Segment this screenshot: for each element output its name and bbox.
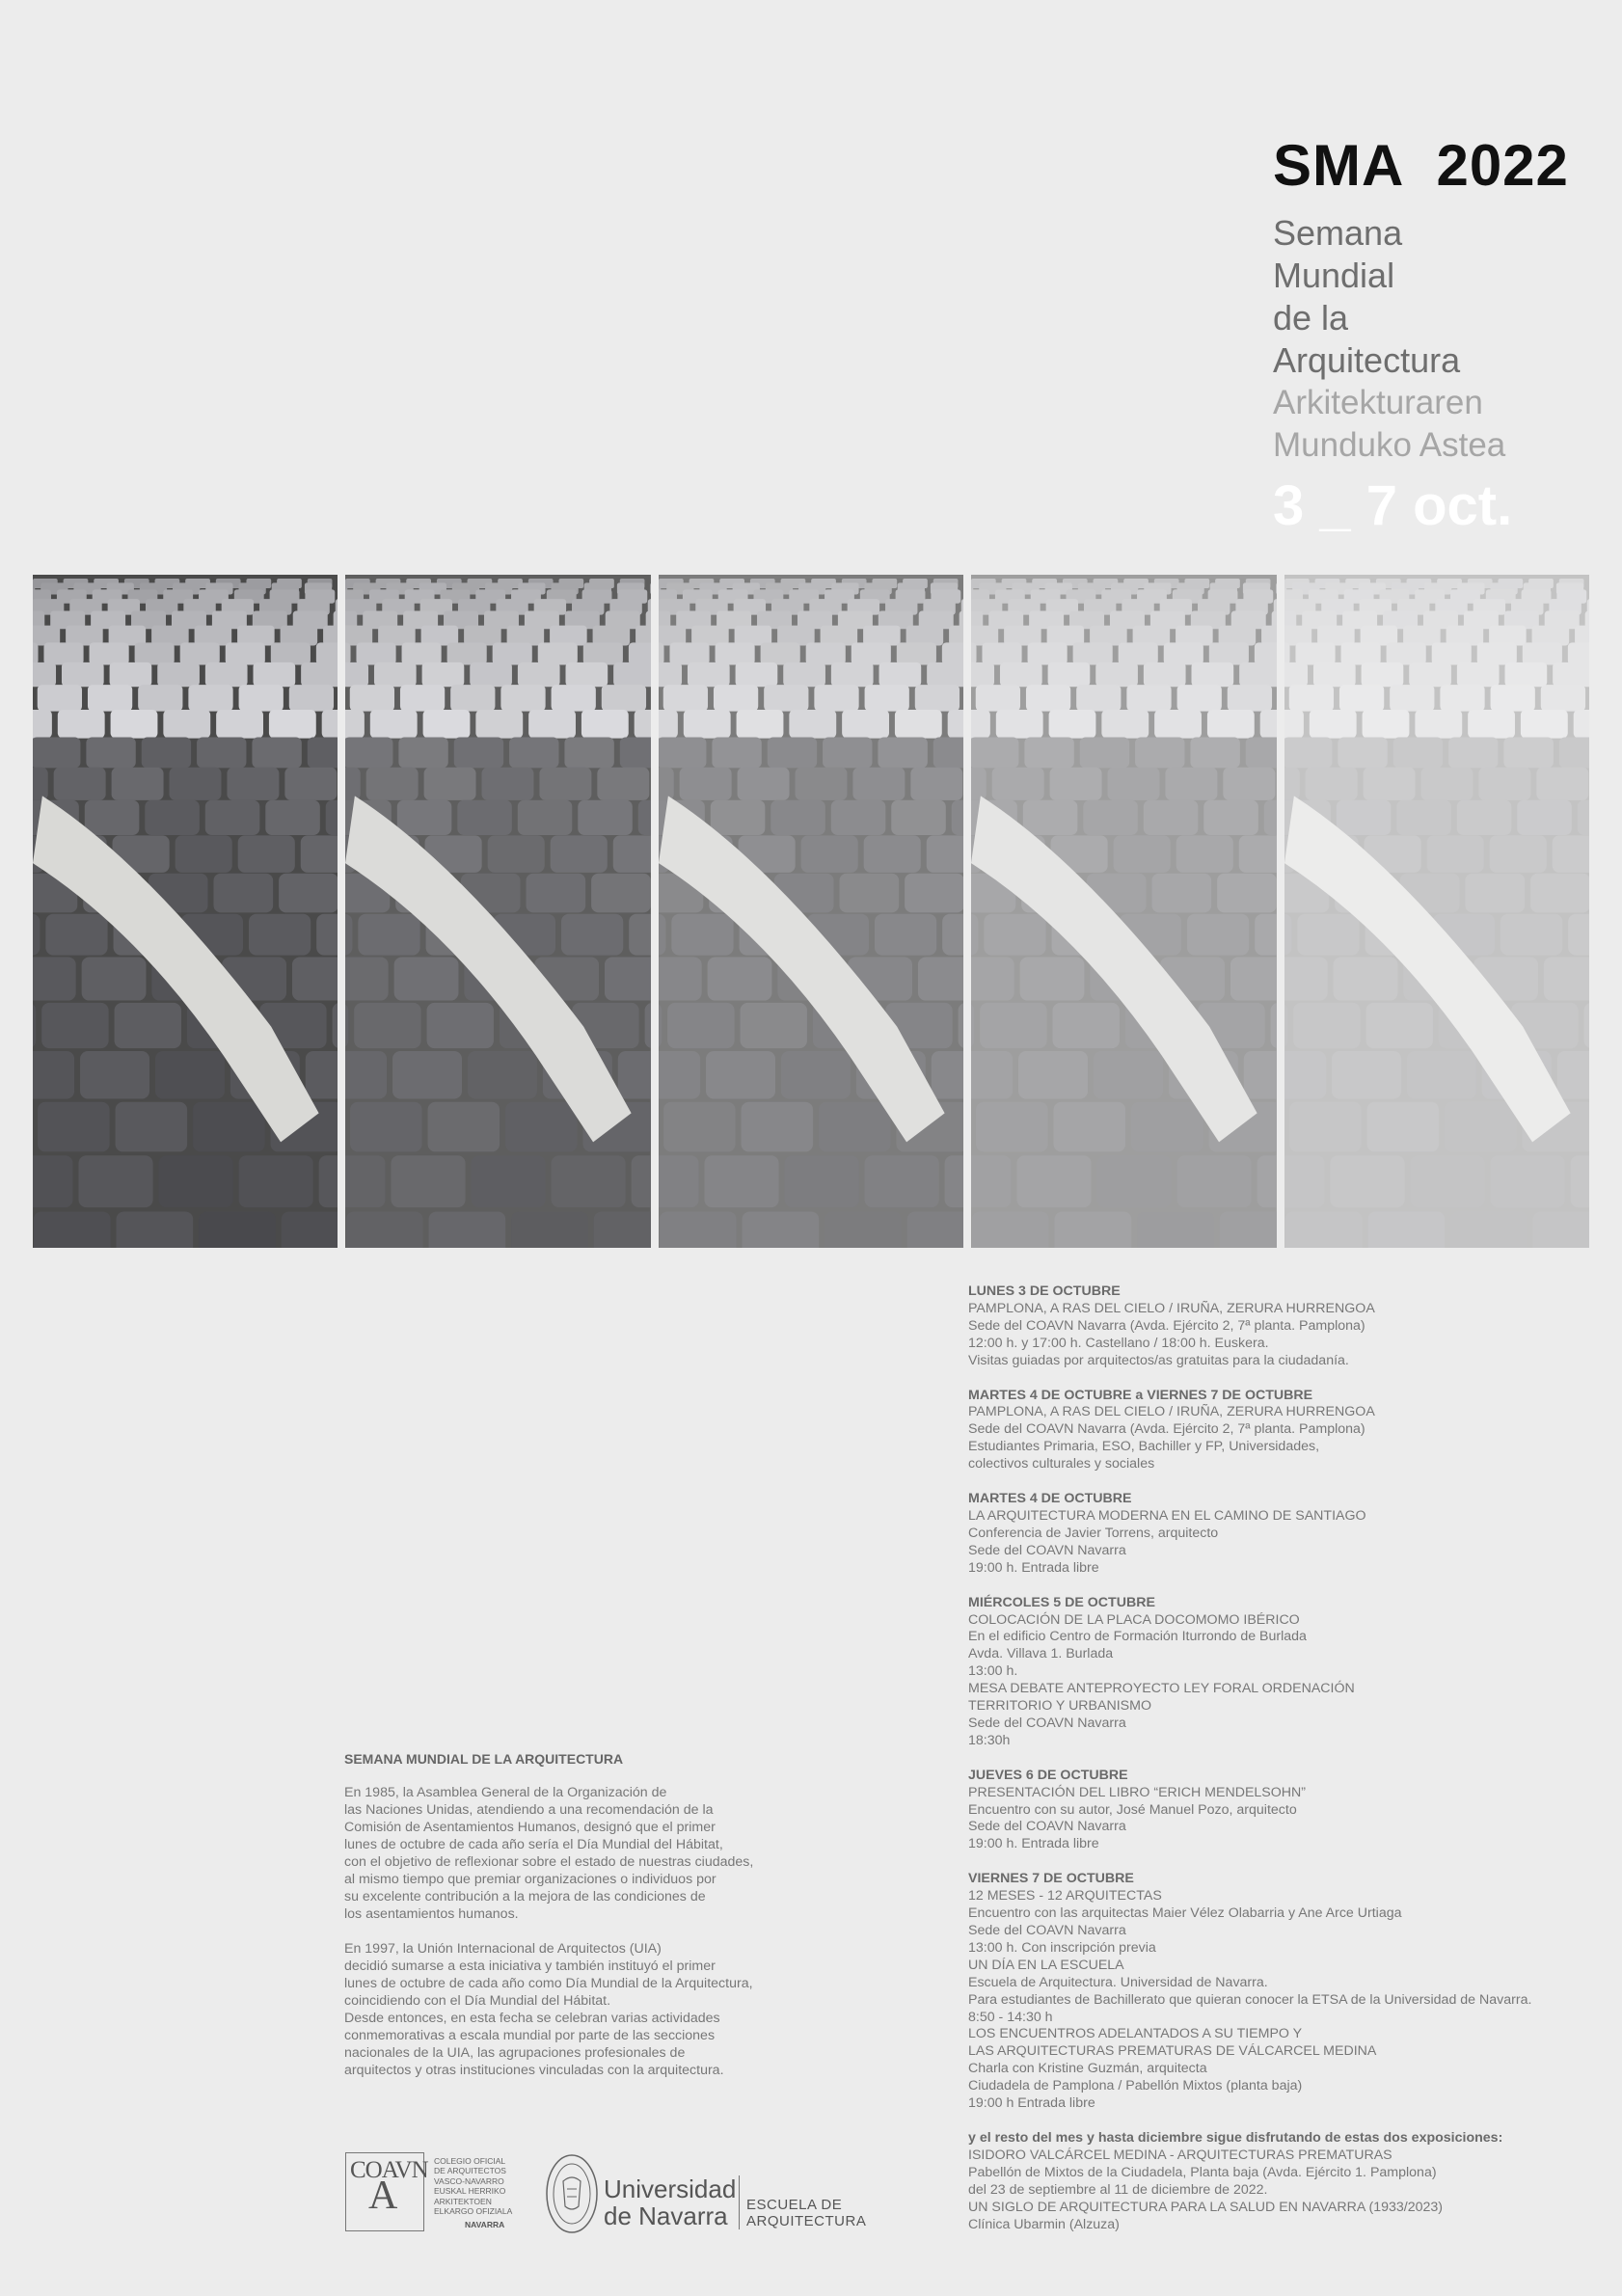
- program-line: Sede del COAVN Navarra: [968, 1542, 1126, 1558]
- program-day-heading: JUEVES 6 DE OCTUBRE: [968, 1767, 1128, 1783]
- program-line: COLOCACIÓN DE LA PLACA DOCOMOMO IBÉRICO: [968, 1611, 1300, 1628]
- photo-panel-fade: [345, 575, 650, 1248]
- photo-panel-fade: [971, 575, 1276, 1248]
- photo-panel: [1284, 575, 1589, 1248]
- photo-strip: [33, 575, 1589, 1248]
- program-line: 12 MESES - 12 ARQUITECTAS: [968, 1888, 1162, 1904]
- event-name-spanish-line: Mundial: [1273, 256, 1395, 295]
- program-line: 19:00 h. Entrada libre: [968, 1559, 1099, 1576]
- program-line: Charla con Kristine Guzmán, arquitecta: [968, 2061, 1207, 2077]
- program-line: Avda. Villava 1. Burlada: [968, 1646, 1114, 1662]
- photo-panel: [659, 575, 963, 1248]
- program-line: 19:00 h Entrada libre: [968, 2095, 1095, 2112]
- program-line: Encuentro con su autor, José Manuel Pozo, arquitecto: [968, 1801, 1297, 1818]
- event-dates: 3 _ 7 oct.: [1273, 474, 1513, 537]
- exhibition-line: Clínica Ubarmin (Alzuza): [968, 2216, 1120, 2232]
- program-line: 12:00 h. y 17:00 h. Castellano / 18:00 h. Euskera.: [968, 1335, 1269, 1351]
- photo-panel: [971, 575, 1276, 1248]
- school-name: ESCUELA DE ARQUITECTURA: [746, 2197, 867, 2229]
- photo-panel: [33, 575, 338, 1248]
- coavn-logo: [345, 2152, 428, 2231]
- photo-panel-fade: [659, 575, 963, 1248]
- program-line: Para estudiantes de Bachillerato que quieran conocer la ETSA de la Universidad de Navarra.: [968, 1991, 1532, 2008]
- program-day-heading: MARTES 4 DE OCTUBRE a VIERNES 7 DE OCTUBRE: [968, 1387, 1313, 1403]
- program-line: Sede del COAVN Navarra: [968, 1923, 1126, 1938]
- university-name: Universidad de Navarra: [604, 2174, 737, 2230]
- event-name-basque: [1273, 382, 1601, 467]
- program-line: TERRITORIO Y URBANISMO: [968, 1698, 1151, 1715]
- program-day-heading: MIÉRCOLES 5 DE OCTUBRE: [968, 1594, 1155, 1610]
- program-schedule: [968, 1283, 1595, 2233]
- program-line: 13:00 h. Con inscripción previa: [968, 1939, 1156, 1956]
- event-name-basque-line: Arkitekturaren: [1273, 384, 1483, 421]
- program-line: 13:00 h.: [968, 1663, 1018, 1680]
- coavn-delegation: NAVARRA: [465, 2220, 505, 2229]
- program-line: LOS ENCUENTROS ADELANTADOS A SU TIEMPO Y: [968, 2026, 1303, 2042]
- about-paragraph-2: En 1997, la Unión Internacional de Arquitectos (UIA) decidió sumarse a esta iniciativa y también instituyó el primer lunes de octubre de cada año como Día Mundial de la Arquitectura, coincidiendo con el Día Mundial del Hábitat. Desde entonces, en esta fecha se celebran varias actividades conmemorativas a escala mundial por parte de las secciones nacionales de la UIA, las agrupaciones profesionales de arquitectos y otras instituciones vinculadas con la arquitectura.: [344, 1941, 753, 2078]
- program-line: Sede del COAVN Navarra (Avda. Ejército 2, 7ª planta. Pamplona): [968, 1317, 1365, 1334]
- program-line: PAMPLONA, A RAS DEL CIELO / IRUÑA, ZERURA HURRENGOA: [968, 1300, 1375, 1316]
- event-name-spanish-line: de la: [1273, 298, 1349, 338]
- program-line: Encuentro con las arquitectas Maier Vélez Olabarria y Ane Arce Urtiaga: [968, 1905, 1402, 1922]
- program-day-heading: MARTES 4 DE OCTUBRE: [968, 1491, 1132, 1507]
- exhibitions-heading: y el resto del mes y hasta diciembre sigue disfrutando de estas dos exposiciones:: [968, 2129, 1503, 2146]
- program-line: LA ARQUITECTURA MODERNA EN EL CAMINO DE SANTIAGO: [968, 1507, 1366, 1524]
- program-day: [968, 1491, 1595, 1578]
- program-line: PRESENTACIÓN DEL LIBRO “ERICH MENDELSOHN”: [968, 1784, 1307, 1800]
- program-day-heading: VIERNES 7 DE OCTUBRE: [968, 1871, 1134, 1887]
- program-day: [968, 1768, 1595, 1854]
- program-line: Visitas guiadas por arquitectos/as gratuitas para la ciudadanía.: [968, 1352, 1349, 1368]
- exhibitions: [968, 2130, 1595, 2233]
- title-block: [1273, 133, 1601, 537]
- program-line: LAS ARQUITECTURAS PREMATURAS DE VÁLCARCEL MEDINA: [968, 2043, 1377, 2060]
- program-line: Sede del COAVN Navarra (Avda. Ejército 2, 7ª planta. Pamplona): [968, 1421, 1365, 1438]
- event-name-spanish-line: Semana: [1273, 213, 1403, 253]
- program-line: 19:00 h. Entrada libre: [968, 1836, 1099, 1852]
- about-section: [344, 1750, 797, 2096]
- event-title: SMA 2022: [1273, 133, 1569, 198]
- event-name-basque-line: Munduko Astea: [1273, 426, 1506, 464]
- program-line: Sede del COAVN Navarra: [968, 1715, 1126, 1731]
- program-line: colectivos culturales y sociales: [968, 1456, 1155, 1472]
- university-seal-icon: [544, 2152, 600, 2235]
- exhibition-line: del 23 de septiembre al 11 de diciembre de 2022.: [968, 2181, 1268, 2198]
- program-line: Ciudadela de Pamplona / Pabellón Mixtos (planta baja): [968, 2078, 1303, 2094]
- event-name-spanish: [1273, 212, 1601, 382]
- photo-panel-fade: [1284, 575, 1589, 1248]
- photo-panel: [345, 575, 650, 1248]
- coavn-logo-a-glyph: A: [368, 2174, 398, 2218]
- coavn-logo-mark: COAVN: [350, 2157, 428, 2183]
- exhibition-line: Pabellón de Mixtos de la Ciudadela, Planta baja (Avda. Ejército 1. Pamplona): [968, 2164, 1437, 2180]
- program-day: [968, 1388, 1595, 1474]
- program-line: Estudiantes Primaria, ESO, Bachiller y FP, Universidades,: [968, 1439, 1320, 1455]
- program-day: [968, 1871, 1595, 2113]
- program-line: UN DÍA EN LA ESCUELA: [968, 1957, 1124, 1973]
- program-day: [968, 1283, 1595, 1370]
- program-day: [968, 1595, 1595, 1750]
- program-line: 18:30h: [968, 1732, 1011, 1748]
- exhibition-line: ISIDORO VALCÁRCEL MEDINA - ARQUITECTURAS PREMATURAS: [968, 2147, 1392, 2163]
- program-line: MESA DEBATE ANTEPROYECTO LEY FORAL ORDENACIÓN: [968, 1681, 1355, 1697]
- program-line: PAMPLONA, A RAS DEL CIELO / IRUÑA, ZERURA HURRENGOA: [968, 1404, 1375, 1420]
- sponsor-logos: [345, 2152, 866, 2235]
- event-name-spanish-line: Arquitectura: [1273, 340, 1461, 380]
- program-line: Escuela de Arquitectura. Universidad de Navarra.: [968, 1974, 1268, 1990]
- exhibition-line: UN SIGLO DE ARQUITECTURA PARA LA SALUD EN NAVARRA (1933/2023): [968, 2199, 1443, 2215]
- program-day-heading: LUNES 3 DE OCTUBRE: [968, 1283, 1121, 1299]
- about-heading: SEMANA MUNDIAL DE LA ARQUITECTURA: [344, 1751, 624, 1767]
- logo-divider: [739, 2175, 740, 2229]
- coavn-name: COLEGIO OFICIAL DE ARQUITECTOS VASCO-NAVARRO EUSKAL HERRIKO ARKITEKTOEN ELKARGO OFIZIALA: [434, 2156, 513, 2217]
- about-paragraph-1: En 1985, la Asamblea General de la Organización de las Naciones Unidas, atendiendo a una recomendación de la Comisión de Asentamientos Humanos, designó que el primer lunes de octubre de cada año sería el Día Mundial del Hábitat, con el objetivo de reflexionar sobre el estado de nuestras ciudades, al mismo tiempo que premiar organizaciones o individuos por su excelente contribución a la mejora de las condiciones de los asentamientos humanos.: [344, 1785, 754, 1922]
- program-line: Sede del COAVN Navarra: [968, 1819, 1126, 1835]
- program-line: En el edificio Centro de Formación Iturrondo de Burlada: [968, 1629, 1307, 1645]
- program-line: Conferencia de Javier Torrens, arquitecto: [968, 1525, 1219, 1541]
- program-line: 8:50 - 14:30 h: [968, 2009, 1053, 2025]
